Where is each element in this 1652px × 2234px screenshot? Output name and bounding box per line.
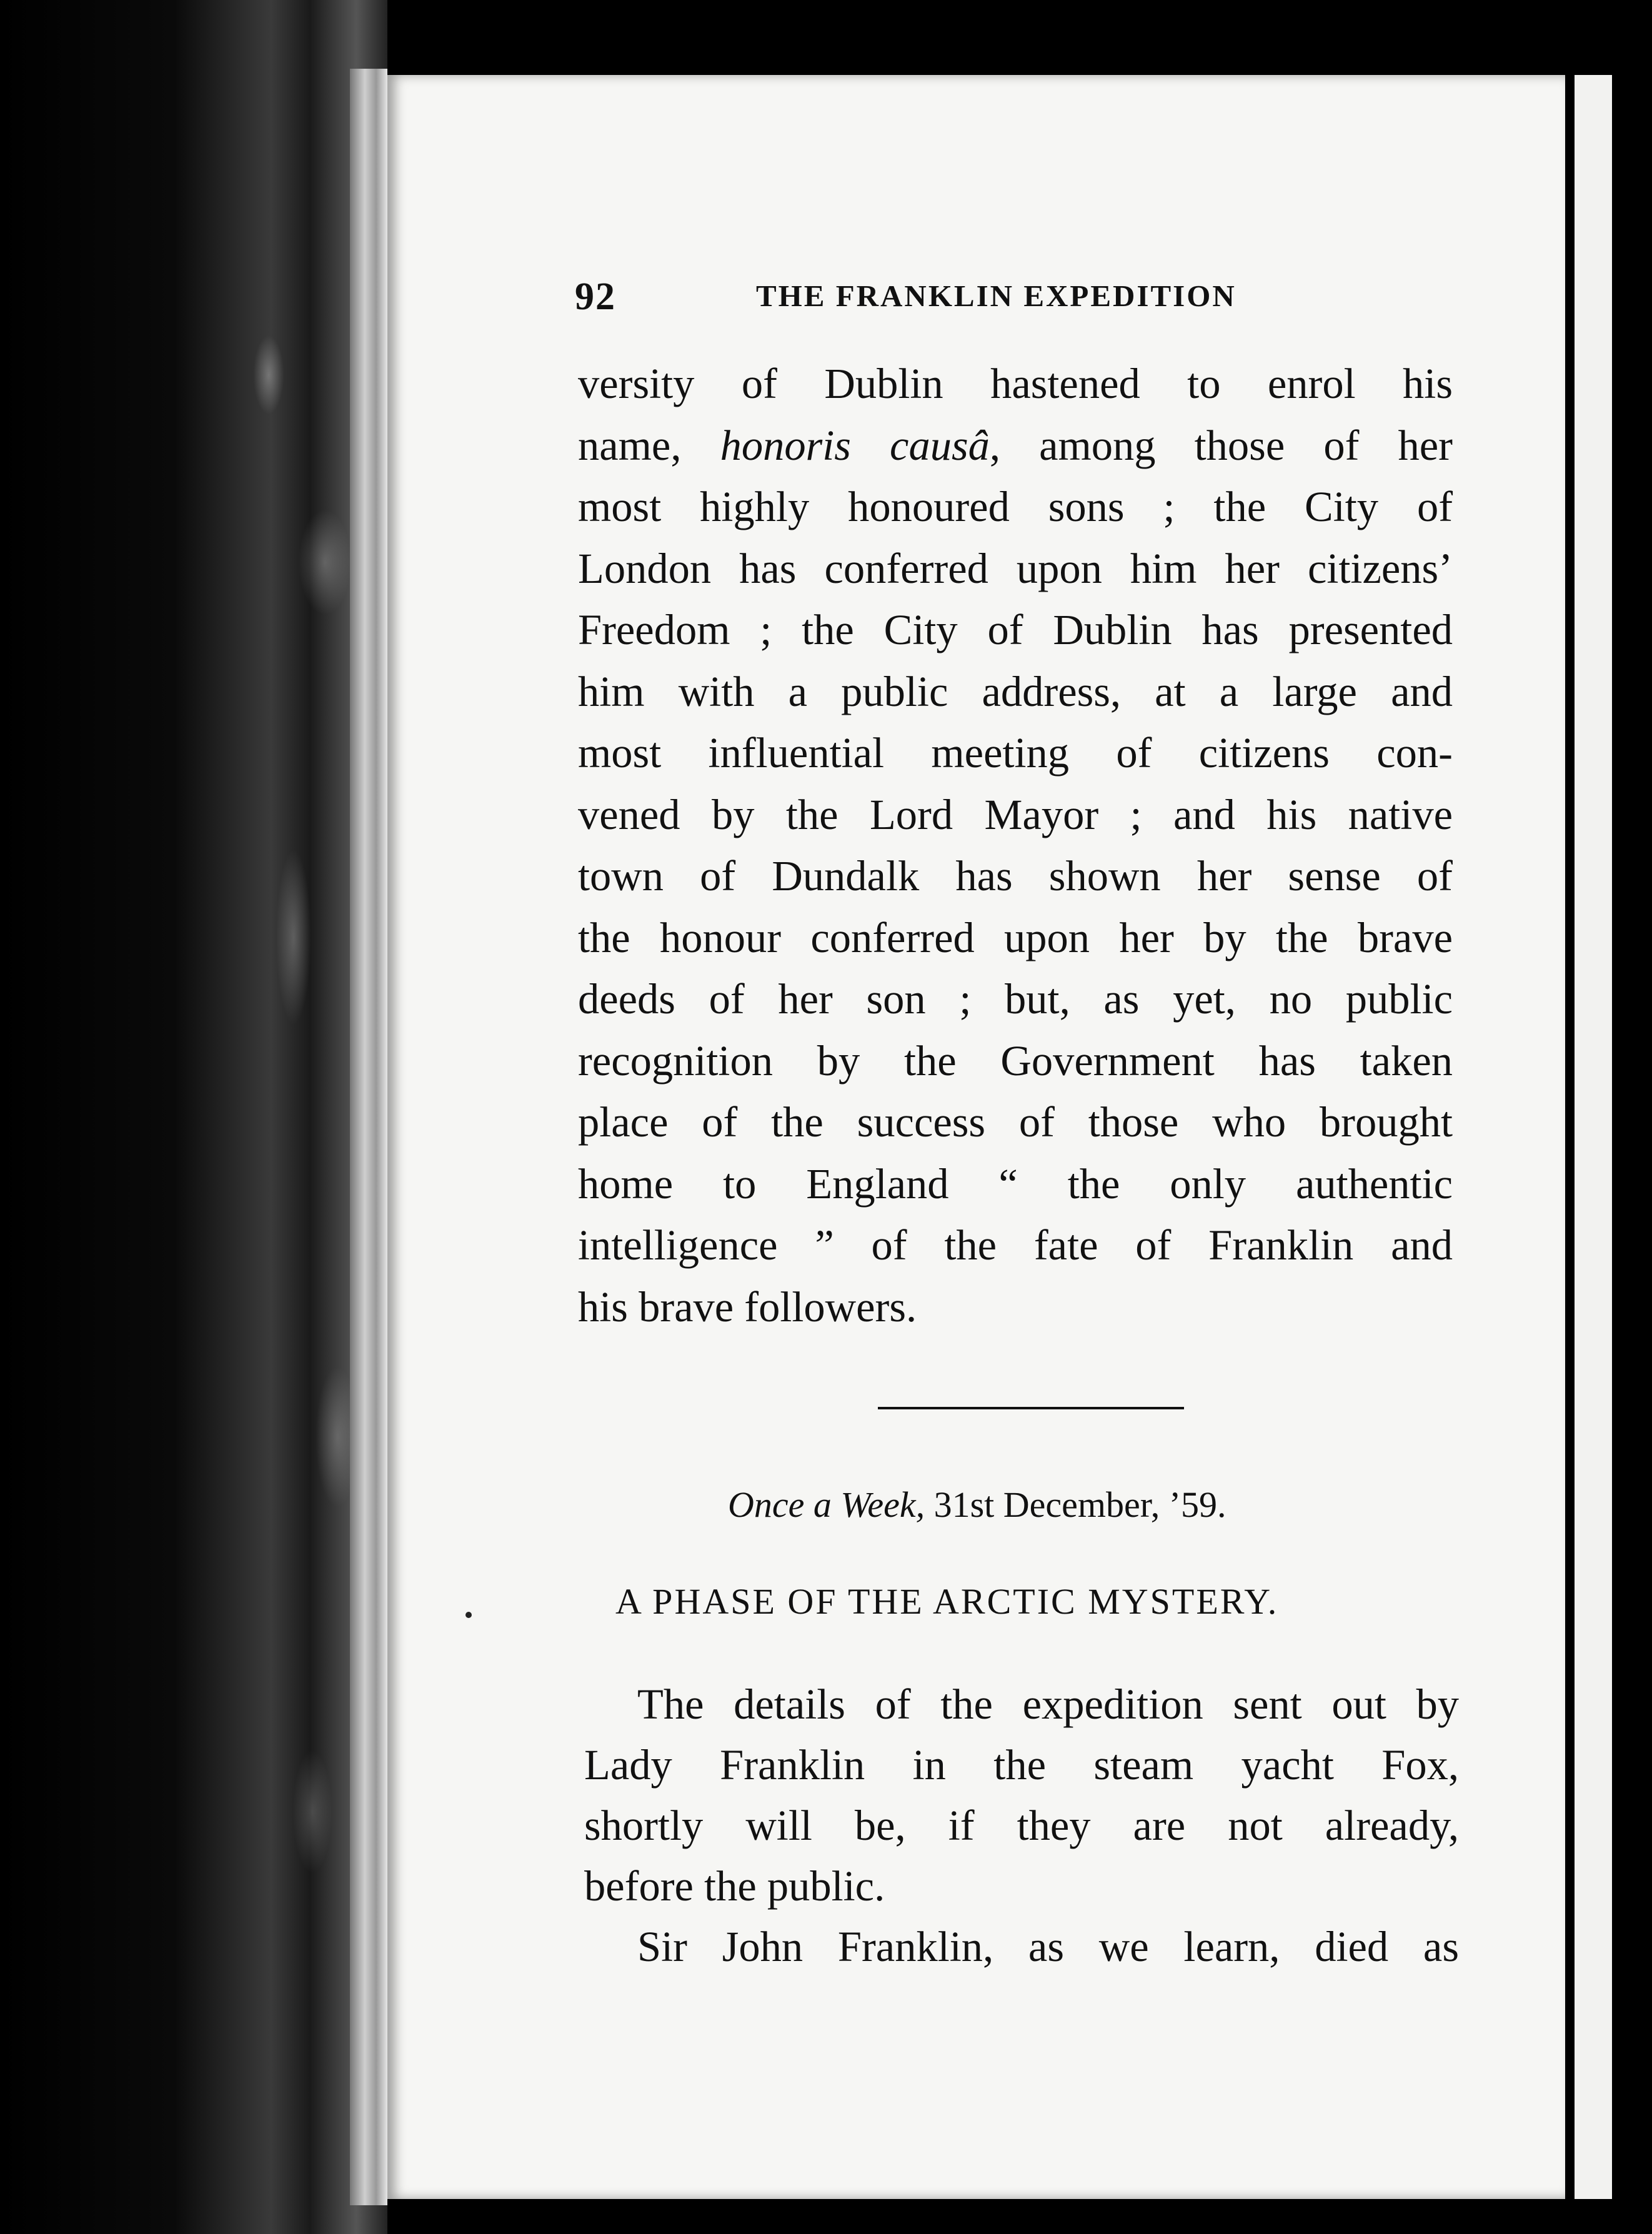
text-fragment: , among those of her <box>989 421 1453 469</box>
book-spine <box>0 0 387 2234</box>
text-line: deeds of her son ; but, as yet, no public <box>578 975 1453 1023</box>
publication-name: Once a Week, <box>728 1484 925 1525</box>
text-line: the honour conferred upon her by the brave <box>578 913 1453 961</box>
text-line: home to England “ the only authentic <box>578 1159 1453 1208</box>
text-line: vened by the Lord Mayor ; and his native <box>578 790 1453 838</box>
text-line: Lady Franklin in the steam yacht Fox, <box>584 1741 1459 1789</box>
text-line: most influential meeting of citizens con- <box>578 729 1453 777</box>
section-divider-rule <box>878 1407 1184 1409</box>
text-line: Freedom ; the City of Dublin has presented <box>578 606 1453 653</box>
text-line: intelligence ” of the fate of Franklin and <box>578 1221 1453 1269</box>
text-line: shortly will be, if they are not already, <box>584 1802 1459 1849</box>
running-head: THE FRANKLIN EXPEDITION <box>756 279 1237 313</box>
text-line: Sir John Franklin, as we learn, died as <box>637 1923 1459 1970</box>
page-edge <box>350 69 387 2205</box>
source-attribution <box>728 1484 1227 1526</box>
text-line: London has conferred upon him her citizens’ <box>578 544 1453 592</box>
margin-speck <box>465 1612 472 1618</box>
body-paragraph <box>578 353 1453 1338</box>
text-line: him with a public address, at a large and <box>578 667 1453 715</box>
text-line: before the public. <box>584 1862 885 1910</box>
text-fragment: name, <box>578 421 720 469</box>
text-line: place of the success of those who brought <box>578 1098 1453 1146</box>
text-line: town of Dundalk has shown her sense of <box>578 852 1453 900</box>
section-heading: A PHASE OF THE ARCTIC MYSTERY. <box>615 1581 1279 1622</box>
italic-phrase: honoris causâ <box>720 421 990 469</box>
section-body <box>584 1674 1459 1977</box>
publication-date: 31st December, ’59. <box>933 1484 1227 1525</box>
text-line: The details of the expedition sent out by <box>637 1680 1459 1728</box>
page-number: 92 <box>575 276 616 318</box>
next-page-edge <box>1575 75 1612 2199</box>
text-line: recognition by the Government has taken <box>578 1036 1453 1085</box>
text-line: versity of Dublin hastened to enrol his <box>578 360 1453 407</box>
text-line: his brave followers. <box>578 1283 917 1331</box>
text-line: most highly honoured sons ; the City of <box>578 483 1453 530</box>
text-line-with-italic <box>578 415 1453 477</box>
